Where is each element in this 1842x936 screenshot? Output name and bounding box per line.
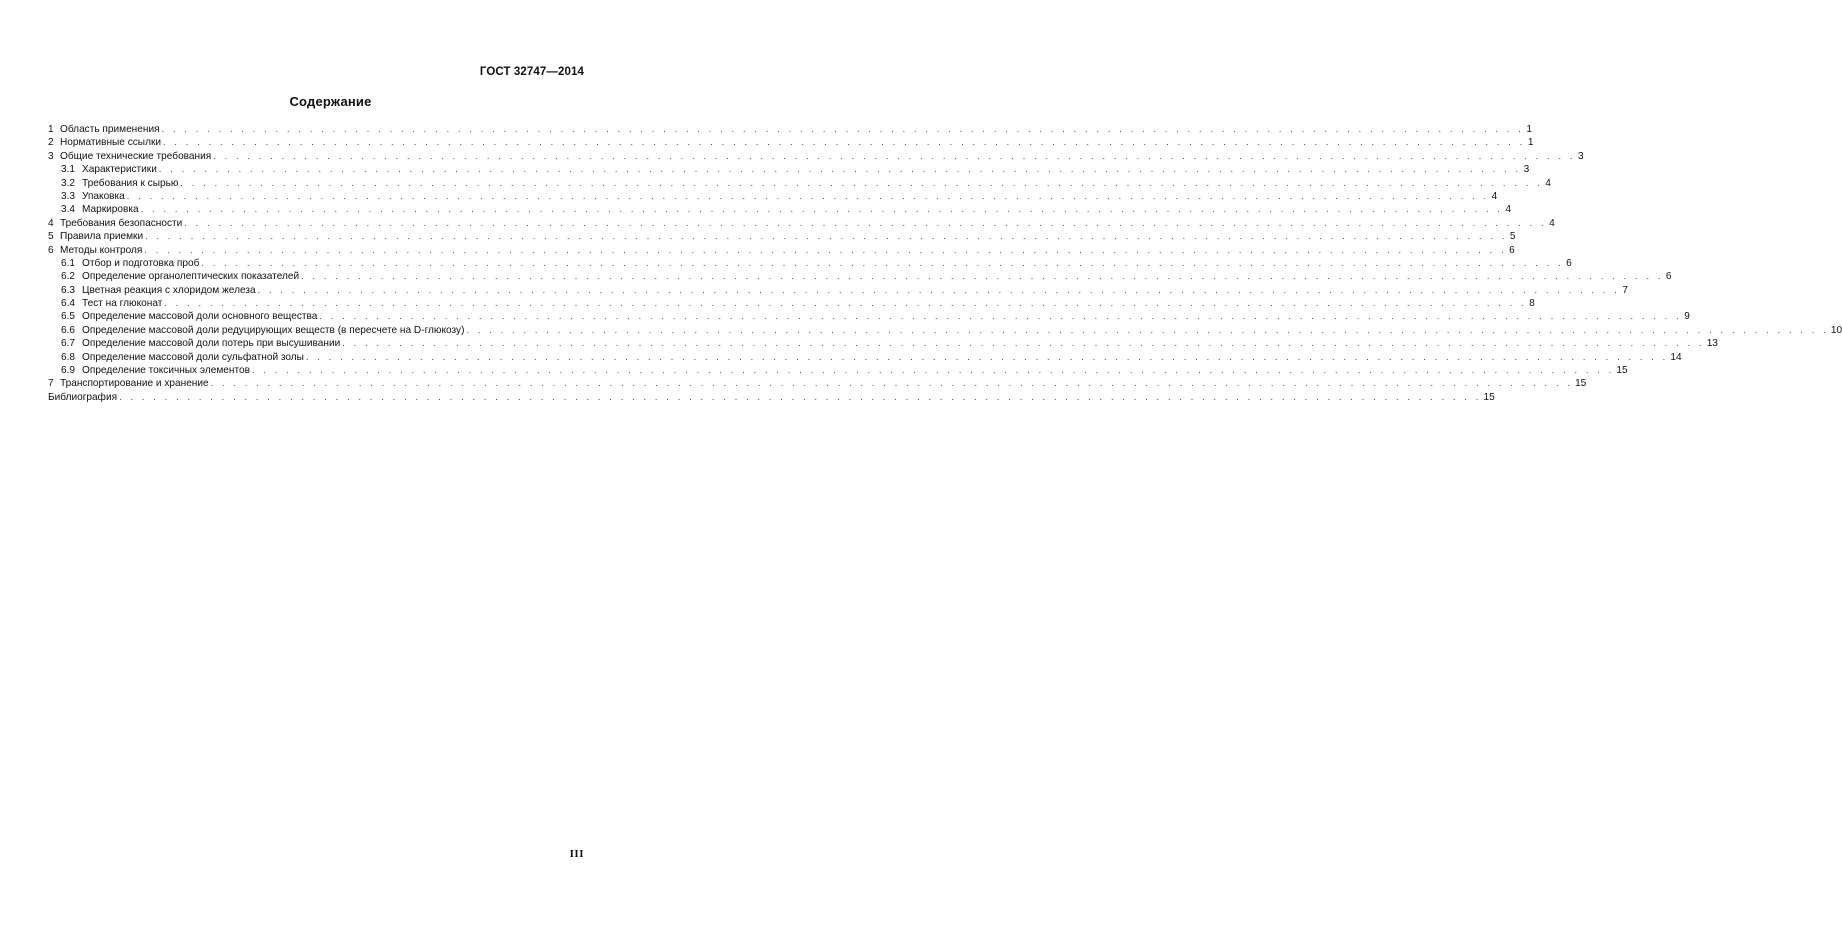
toc-entry[interactable] bbox=[48, 244, 1515, 257]
toc-entry-page: 15 bbox=[1616, 365, 1628, 377]
toc-entry-page: 13 bbox=[1706, 338, 1718, 350]
toc-entry[interactable] bbox=[48, 310, 1690, 323]
dot-leader: . . . . . . . . . . . . . . . . . . . . . . . . . . . . . . . . . . . . . . . . . . . . . . . . . . . . . . . . . . . . . . . . . . . . . . . . . . . . . . . . . . . . . . . . . . . . . . . . . . . . . . . . . . . . . . . . . . . . . . . . bbox=[119, 391, 1482, 402]
toc-entry-page: 3 bbox=[1523, 164, 1530, 176]
toc-entry-label: Отбор и подготовка проб bbox=[82, 257, 200, 269]
toc-entry-number: 2 bbox=[48, 137, 54, 149]
toc-entry-page: 3 bbox=[1578, 150, 1584, 162]
toc-entry[interactable] bbox=[48, 364, 1628, 377]
dot-leader: . . . . . . . . . . . . . . . . . . . . . . . . . . . . . . . . . . . . . . . . . . . . . . . . . . . . . . . . . . . . . . . . . . . . . . . . . . . . . . . . . . . . . . . . . . . . . . . . . . . . . . . . . . . . . . . . . . . . . . . . bbox=[140, 204, 1504, 215]
toc-entry-number: 5 bbox=[48, 231, 54, 243]
toc-entry[interactable] bbox=[48, 190, 1498, 203]
toc-entry-page: 15 bbox=[1575, 378, 1587, 390]
toc-entry-number: 6.7 bbox=[61, 338, 76, 350]
dot-leader: . . . . . . . . . . . . . . . . . . . . . . . . . . . . . . . . . . . . . . . . . . . . . . . . . . . . . . . . . . . . . . . . . . . . . . . . . . . . . . . . . . . . . . . . . . . . . . . . . . . . . . . . . . . . . . . . . . . . . . . . bbox=[184, 217, 1547, 228]
page-number: III bbox=[569, 848, 584, 860]
toc-entry-label: Нормативные ссылки bbox=[60, 137, 162, 149]
toc-entry-number: 6.9 bbox=[61, 365, 76, 377]
dot-leader: . . . . . . . . . . . . . . . . . . . . . . . . . . . . . . . . . . . . . . . . . . . . . . . . . . . . . . . . . . . . . . . . . . . . . . . . . . . . . . . . . . . . . . . . . . . . . . . . . . . . . . . . . . . . . . . . . . . . . . . . bbox=[180, 177, 1543, 188]
dot-leader: . . . . . . . . . . . . . . . . . . . . . . . . . . . . . . . . . . . . . . . . . . . . . . . . . . . . . . . . . . . . . . . . . . . . . . . . . . . . . . . . . . . . . . . . . . . . . . . . . . . . . . . . . . . . . . . . . . . . . . . . bbox=[213, 150, 1576, 161]
document-code: ГОСТ 32747—2014 bbox=[479, 66, 584, 78]
dot-leader: . . . . . . . . . . . . . . . . . . . . . . . . . . . . . . . . . . . . . . . . . . . . . . . . . . . . . . . . . . . . . . . . . . . . . . . . . . . . . . . . . . . . . . . . . . . . . . . . . . . . . . . . . . . . . . . . . . . . . . . . bbox=[210, 378, 1574, 389]
toc-entry[interactable] bbox=[48, 217, 1555, 230]
dot-leader: . . . . . . . . . . . . . . . . . . . . . . . . . . . . . . . . . . . . . . . . . . . . . . . . . . . . . . . . . . . . . . . . . . . . . . . . . . . . . . . . . . . . . . . . . . . . . . . . . . . . . . . . . . . . . . . . . . . . . . . . bbox=[251, 365, 1615, 376]
page-title: Содержание bbox=[289, 94, 372, 109]
toc-entry-page: 9 bbox=[1684, 311, 1690, 323]
toc-entry-number: 6.3 bbox=[61, 284, 76, 296]
toc-entry-label: Тест на глюконат bbox=[82, 298, 163, 310]
toc-entry-number: 3 bbox=[48, 150, 54, 162]
toc-entry-page: 6 bbox=[1566, 257, 1572, 269]
toc-entry[interactable] bbox=[48, 351, 1682, 364]
toc-entry-label: Маркировка bbox=[82, 204, 139, 216]
toc-entry[interactable] bbox=[48, 177, 1551, 190]
toc-entry-page: 5 bbox=[1509, 231, 1516, 243]
dot-leader: . . . . . . . . . . . . . . . . . . . . . . . . . . . . . . . . . . . . . . . . . . . . . . . . . . . . . . . . . . . . . . . . . . . . . . . . . . . . . . . . . . . . . . . . . . . . . . . . . . . . . . . . . . . . . . . . . . . . . . . . bbox=[319, 311, 1682, 322]
toc-entry-label: Общие технические требования bbox=[60, 150, 212, 162]
toc-entry-page: 4 bbox=[1545, 177, 1551, 189]
toc-entry-label: Транспортирование и хранение bbox=[60, 378, 209, 390]
toc-entry-label: Библиография bbox=[48, 391, 118, 403]
toc-entry-number: 6.1 bbox=[61, 257, 76, 269]
toc-entry-page: 4 bbox=[1491, 190, 1498, 202]
toc-entry[interactable] bbox=[48, 391, 1495, 404]
toc-entry-label: Определение токсичных элементов bbox=[82, 365, 250, 377]
toc-entry[interactable] bbox=[48, 270, 1672, 283]
toc-entry-label: Цветная реакция с хлоридом железа bbox=[82, 284, 256, 296]
toc-entry[interactable] bbox=[48, 150, 1584, 163]
toc-entry-label: Правила приемки bbox=[60, 231, 144, 243]
toc-entry[interactable] bbox=[48, 284, 1629, 297]
toc-entry-label: Определение массовой доли основного вещества bbox=[82, 311, 318, 323]
dot-leader: . . . . . . . . . . . . . . . . . . . . . . . . . . . . . . . . . . . . . . . . . . . . . . . . . . . . . . . . . . . . . . . . . . . . . . . . . . . . . . . . . . . . . . . . . . . . . . . . . . . . . . . . . . . . . . . . . . . . . . . . bbox=[301, 271, 1664, 282]
toc-entry-page: 1 bbox=[1527, 137, 1534, 149]
dot-leader: . . . . . . . . . . . . . . . . . . . . . . . . . . . . . . . . . . . . . . . . . . . . . . . . . . . . . . . . . . . . . . . . . . . . . . . . . . . . . . . . . . . . . . . . . . . . . . . . . . . . . . . . . . . . . . . . . . . . . . . . bbox=[145, 231, 1508, 242]
toc-entry-label: Методы контроля bbox=[60, 244, 143, 256]
dot-leader: . . . . . . . . . . . . . . . . . . . . . . . . . . . . . . . . . . . . . . . . . . . . . . . . . . . . . . . . . . . . . . . . . . . . . . . . . . . . . . . . . . . . . . . . . . . . . . . . . . . . . . . . . . . . . . . . . . . . . . . . bbox=[161, 124, 1524, 134]
toc-entry-number: 3.1 bbox=[61, 164, 76, 176]
toc-entry-page: 6 bbox=[1509, 244, 1515, 256]
toc-entry[interactable] bbox=[48, 377, 1587, 390]
toc-entry-number: 3.4 bbox=[61, 204, 76, 216]
dot-leader: . . . . . . . . . . . . . . . . . . . . . . . . . . . . . . . . . . . . . . . . . . . . . . . . . . . . . . . . . . . . . . . . . . . . . . . . . . . . . . . . . . . . . . . . . . . . . . . . . . . . . . . . . . . . . . . . . . . . . . . . bbox=[466, 324, 1829, 335]
toc-entry[interactable] bbox=[48, 230, 1516, 243]
toc-entry-page: 4 bbox=[1549, 217, 1555, 229]
toc-entry-page: 4 bbox=[1505, 204, 1512, 216]
toc-entry[interactable] bbox=[48, 203, 1512, 216]
toc-entry-label: Определение массовой доли потерь при высушивании bbox=[82, 338, 341, 350]
toc-entry[interactable] bbox=[48, 297, 1535, 310]
toc-entry-number: 6.5 bbox=[61, 311, 76, 323]
toc-entry-page: 10 bbox=[1830, 324, 1842, 336]
toc-entry-number: 7 bbox=[48, 378, 54, 390]
toc-entry-number: 6.8 bbox=[61, 351, 76, 363]
toc-entry-page: 14 bbox=[1670, 351, 1682, 363]
dot-leader: . . . . . . . . . . . . . . . . . . . . . . . . . . . . . . . . . . . . . . . . . . . . . . . . . . . . . . . . . . . . . . . . . . . . . . . . . . . . . . . . . . . . . . . . . . . . . . . . . . . . . . . . . . . . . . . . . . . . . . . . bbox=[164, 298, 1527, 309]
toc-entry-number: 6.2 bbox=[61, 271, 76, 283]
toc-entry-number: 3.2 bbox=[61, 177, 76, 189]
toc-entry-label: Характеристики bbox=[82, 164, 157, 176]
toc-entry[interactable] bbox=[48, 257, 1572, 270]
toc-entry[interactable] bbox=[48, 324, 1842, 337]
toc-entry[interactable] bbox=[48, 123, 1532, 136]
toc-entry-page: 6 bbox=[1665, 271, 1672, 283]
dot-leader: . . . . . . . . . . . . . . . . . . . . . . . . . . . . . . . . . . . . . . . . . . . . . . . . . . . . . . . . . . . . . . . . . . . . . . . . . . . . . . . . . . . . . . . . . . . . . . . . . . . . . . . . . . . . . . . . . . . . . . . . bbox=[158, 164, 1522, 175]
toc-entry-page: 1 bbox=[1526, 124, 1532, 135]
toc-entry-label: Определение массовой доли редуцирующих веществ (в пересчете на D-глюкозу) bbox=[82, 324, 465, 336]
toc-entry-label: Упаковка bbox=[82, 190, 125, 202]
toc-entry-label: Область применения bbox=[60, 124, 160, 135]
dot-leader: . . . . . . . . . . . . . . . . . . . . . . . . . . . . . . . . . . . . . . . . . . . . . . . . . . . . . . . . . . . . . . . . . . . . . . . . . . . . . . . . . . . . . . . . . . . . . . . . . . . . . . . . . . . . . . . . . . . . . . . . bbox=[201, 257, 1564, 268]
dot-leader: . . . . . . . . . . . . . . . . . . . . . . . . . . . . . . . . . . . . . . . . . . . . . . . . . . . . . . . . . . . . . . . . . . . . . . . . . . . . . . . . . . . . . . . . . . . . . . . . . . . . . . . . . . . . . . . . . . . . . . . . bbox=[305, 351, 1669, 362]
dot-leader: . . . . . . . . . . . . . . . . . . . . . . . . . . . . . . . . . . . . . . . . . . . . . . . . . . . . . . . . . . . . . . . . . . . . . . . . . . . . . . . . . . . . . . . . . . . . . . . . . . . . . . . . . . . . . . . . . . . . . . . . bbox=[163, 137, 1526, 148]
toc-entry-page: 15 bbox=[1483, 391, 1495, 403]
toc-entry[interactable] bbox=[48, 163, 1530, 176]
toc-entry-number: 6.4 bbox=[61, 298, 76, 310]
dot-leader: . . . . . . . . . . . . . . . . . . . . . . . . . . . . . . . . . . . . . . . . . . . . . . . . . . . . . . . . . . . . . . . . . . . . . . . . . . . . . . . . . . . . . . . . . . . . . . . . . . . . . . . . . . . . . . . . . . . . . . . . bbox=[126, 190, 1490, 201]
toc-entry-number: 1 bbox=[48, 124, 54, 135]
toc-entry-number: 6.6 bbox=[61, 324, 76, 336]
dot-leader: . . . . . . . . . . . . . . . . . . . . . . . . . . . . . . . . . . . . . . . . . . . . . . . . . . . . . . . . . . . . . . . . . . . . . . . . . . . . . . . . . . . . . . . . . . . . . . . . . . . . . . . . . . . . . . . . . . . . . . . . bbox=[342, 338, 1705, 349]
toc-entry-label: Требования к сырью bbox=[82, 177, 179, 189]
toc-entry-label: Определение органолептических показателей bbox=[82, 271, 300, 283]
dot-leader: . . . . . . . . . . . . . . . . . . . . . . . . . . . . . . . . . . . . . . . . . . . . . . . . . . . . . . . . . . . . . . . . . . . . . . . . . . . . . . . . . . . . . . . . . . . . . . . . . . . . . . . . . . . . . . . . . . . . . . . . bbox=[144, 244, 1507, 255]
toc-entry[interactable] bbox=[48, 136, 1534, 149]
dot-leader: . . . . . . . . . . . . . . . . . . . . . . . . . . . . . . . . . . . . . . . . . . . . . . . . . . . . . . . . . . . . . . . . . . . . . . . . . . . . . . . . . . . . . . . . . . . . . . . . . . . . . . . . . . . . . . . . . . . . . . . . bbox=[257, 284, 1621, 295]
toc-entry-page: 7 bbox=[1622, 284, 1629, 296]
toc-entry-number: 4 bbox=[48, 217, 54, 229]
toc-entry-label: Требования безопасности bbox=[60, 217, 183, 229]
toc-entry-page: 8 bbox=[1529, 298, 1535, 310]
toc-entry-number: 6 bbox=[48, 244, 54, 256]
toc-entry[interactable] bbox=[48, 337, 1718, 350]
toc-entry-label: Определение массовой доли сульфатной золы bbox=[82, 351, 304, 363]
table-of-contents bbox=[48, 123, 1842, 404]
toc-entry-number: 3.3 bbox=[61, 190, 76, 202]
